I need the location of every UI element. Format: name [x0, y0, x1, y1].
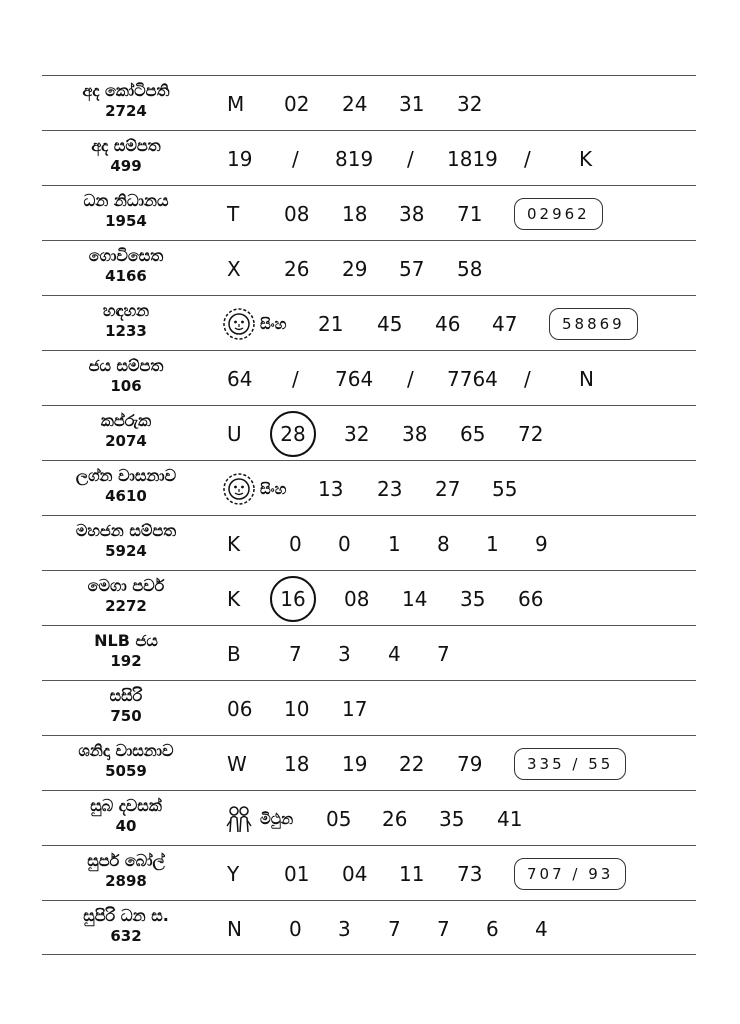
- lottery-name-cell: [42, 80, 210, 121]
- results-cell: [222, 186, 696, 241]
- number: 04: [342, 861, 368, 886]
- number: 72: [518, 421, 544, 446]
- bonus-pill: 707 / 93: [514, 858, 626, 890]
- number: 38: [402, 421, 428, 446]
- lottery-name: මෙගා පවර්: [87, 576, 165, 595]
- number: 24: [342, 91, 368, 116]
- draw-number: 5059: [105, 762, 147, 780]
- lottery-name: ලග්න වාසනාව: [75, 466, 177, 485]
- number: 73: [457, 861, 483, 886]
- letter: T: [227, 201, 240, 226]
- digit: 0: [289, 916, 302, 941]
- bonus-pill: 02962: [514, 198, 603, 230]
- lottery-row: [42, 130, 696, 185]
- lottery-name-cell: [42, 465, 210, 506]
- circled-number: 28: [270, 411, 316, 457]
- letter: K: [227, 531, 241, 556]
- letter: B: [227, 641, 241, 666]
- lottery-name-cell: [42, 575, 210, 616]
- lottery-name-cell: [42, 520, 210, 561]
- lottery-name: සසිරි: [109, 686, 143, 705]
- number: 13: [318, 476, 344, 501]
- number: 46: [435, 311, 461, 336]
- number: 764: [335, 366, 374, 391]
- lottery-name: අද සම්පත: [91, 136, 161, 155]
- zodiac-sign: [222, 472, 286, 506]
- number: 32: [344, 421, 370, 446]
- lottery-name: ධන නිධානය: [83, 191, 169, 210]
- letter: M: [227, 91, 245, 116]
- digit: 7: [437, 641, 450, 666]
- lottery-row: [42, 570, 696, 625]
- letter: X: [227, 256, 241, 281]
- lottery-row: [42, 515, 696, 570]
- number: 71: [457, 201, 483, 226]
- lottery-row: [42, 350, 696, 405]
- lottery-name: ගොවිසෙත: [88, 246, 164, 265]
- number: 23: [377, 476, 403, 501]
- lottery-name-cell: [42, 245, 210, 286]
- lottery-name: ජය සම්පත: [88, 356, 164, 375]
- number: 1819: [447, 146, 498, 171]
- zodiac-sign: [222, 307, 286, 341]
- lottery-row: [42, 735, 696, 790]
- lottery-row: [42, 240, 696, 295]
- number: 64: [227, 366, 253, 391]
- results-cell: [222, 626, 696, 681]
- number: 08: [344, 586, 370, 611]
- results-cell: [222, 241, 696, 296]
- lottery-name-cell: [42, 630, 210, 671]
- lion-icon: [222, 472, 256, 506]
- digit: 1: [486, 531, 499, 556]
- bonus-pill: 335 / 55: [514, 748, 626, 780]
- digit: 4: [388, 641, 401, 666]
- number: 19: [342, 751, 368, 776]
- number: 58: [457, 256, 483, 281]
- number: 38: [399, 201, 425, 226]
- number: 66: [518, 586, 544, 611]
- lottery-row: [42, 460, 696, 515]
- number: 45: [377, 311, 403, 336]
- number: 57: [399, 256, 425, 281]
- draw-number: 1954: [105, 212, 147, 230]
- letter: K: [579, 146, 593, 171]
- lottery-row: [42, 845, 696, 900]
- letter: Y: [227, 861, 240, 886]
- lottery-name-cell: [42, 300, 210, 341]
- number: 19: [227, 146, 253, 171]
- results-cell: [222, 736, 696, 791]
- number: 18: [342, 201, 368, 226]
- letter: N: [579, 366, 594, 391]
- zodiac-name: සිංහ: [260, 314, 287, 333]
- number: 55: [492, 476, 518, 501]
- lottery-row: [42, 680, 696, 735]
- results-cell: [222, 351, 696, 406]
- lottery-name: සුපිරි ධන ස.: [83, 906, 169, 925]
- lottery-name-cell: [42, 905, 210, 946]
- lottery-row: [42, 75, 696, 130]
- digit: 8: [437, 531, 450, 556]
- draw-number: 632: [110, 927, 142, 945]
- lottery-name-cell: [42, 135, 210, 176]
- lion-icon: [222, 307, 256, 341]
- lottery-name-cell: [42, 740, 210, 781]
- lottery-name: NLB ජය: [94, 631, 158, 650]
- letter: K: [227, 586, 241, 611]
- number: 41: [497, 806, 523, 831]
- digit: 7: [388, 916, 401, 941]
- digit: 4: [535, 916, 548, 941]
- circled-number: 16: [270, 576, 316, 622]
- results-cell: [222, 516, 696, 571]
- digit: 7: [437, 916, 450, 941]
- gemini-icon: [222, 802, 256, 836]
- number: 08: [284, 201, 310, 226]
- number: 02: [284, 91, 310, 116]
- letter: N: [227, 916, 242, 941]
- lottery-name-cell: [42, 190, 210, 231]
- draw-number: 1233: [105, 322, 147, 340]
- lottery-name: සුබ දවසක්: [90, 796, 162, 815]
- separator: /: [407, 366, 414, 391]
- bonus-pill: 58869: [549, 308, 638, 340]
- number: 35: [460, 586, 486, 611]
- lottery-name: මහජන සම්පත: [75, 521, 177, 540]
- number: 35: [439, 806, 465, 831]
- draw-number: 750: [110, 707, 142, 725]
- number: 21: [318, 311, 344, 336]
- draw-number: 2898: [105, 872, 147, 890]
- number: 31: [399, 91, 425, 116]
- lottery-name-cell: [42, 685, 210, 726]
- lottery-row: [42, 405, 696, 460]
- digit: 1: [388, 531, 401, 556]
- lottery-row: [42, 900, 696, 955]
- results-cell: [222, 681, 696, 736]
- results-cell: [222, 571, 696, 626]
- lottery-name-cell: [42, 355, 210, 396]
- number: 11: [399, 861, 425, 886]
- zodiac-sign: [222, 802, 293, 836]
- letter: U: [227, 421, 242, 446]
- lottery-name: හඳහන: [102, 301, 150, 320]
- lottery-name-cell: [42, 410, 210, 451]
- digit: 3: [338, 641, 351, 666]
- number: 05: [326, 806, 352, 831]
- number: 14: [402, 586, 428, 611]
- lottery-row: [42, 185, 696, 240]
- results-cell: [222, 846, 696, 901]
- number: 06: [227, 696, 253, 721]
- results-cell: [222, 461, 696, 516]
- lottery-name: සුපර් බෝල්: [87, 851, 165, 870]
- zodiac-name: මිථුන: [260, 809, 294, 828]
- number: 26: [284, 256, 310, 281]
- number: 65: [460, 421, 486, 446]
- draw-number: 40: [115, 817, 137, 835]
- results-cell: [222, 791, 696, 846]
- lottery-name: ශනිදා වාසනාව: [78, 741, 174, 760]
- number: 29: [342, 256, 368, 281]
- digit: 3: [338, 916, 351, 941]
- number: 7764: [447, 366, 498, 391]
- separator: /: [524, 366, 531, 391]
- separator: /: [524, 146, 531, 171]
- results-cell: [222, 76, 696, 131]
- separator: /: [292, 146, 299, 171]
- draw-number: 499: [110, 157, 142, 175]
- lottery-row: [42, 295, 696, 350]
- separator: /: [407, 146, 414, 171]
- draw-number: 4610: [105, 487, 147, 505]
- lottery-row: [42, 625, 696, 680]
- lottery-row: [42, 790, 696, 845]
- number: 10: [284, 696, 310, 721]
- lottery-name-cell: [42, 850, 210, 891]
- number: 18: [284, 751, 310, 776]
- draw-number: 2272: [105, 597, 147, 615]
- draw-number: 2724: [105, 102, 147, 120]
- digit: 6: [486, 916, 499, 941]
- results-cell: [222, 131, 696, 186]
- lottery-name: අද කෝටිපති: [82, 81, 170, 100]
- results-cell: [222, 406, 696, 461]
- digit: 7: [289, 641, 302, 666]
- number: 819: [335, 146, 374, 171]
- number: 22: [399, 751, 425, 776]
- number: 79: [457, 751, 483, 776]
- draw-number: 192: [110, 652, 142, 670]
- zodiac-name: සිංහ: [260, 479, 287, 498]
- number: 26: [382, 806, 408, 831]
- results-cell: [222, 901, 696, 956]
- number: 32: [457, 91, 483, 116]
- results-table: [42, 75, 696, 955]
- number: 47: [492, 311, 518, 336]
- number: 27: [435, 476, 461, 501]
- separator: /: [292, 366, 299, 391]
- number: 01: [284, 861, 310, 886]
- lottery-name-cell: [42, 795, 210, 836]
- draw-number: 2074: [105, 432, 147, 450]
- digit: 9: [535, 531, 548, 556]
- draw-number: 4166: [105, 267, 147, 285]
- letter: W: [227, 751, 247, 776]
- number: 17: [342, 696, 368, 721]
- digit: 0: [338, 531, 351, 556]
- draw-number: 5924: [105, 542, 147, 560]
- digit: 0: [289, 531, 302, 556]
- results-cell: [222, 296, 696, 351]
- draw-number: 106: [110, 377, 142, 395]
- lottery-name: කප්රුක: [100, 411, 152, 430]
